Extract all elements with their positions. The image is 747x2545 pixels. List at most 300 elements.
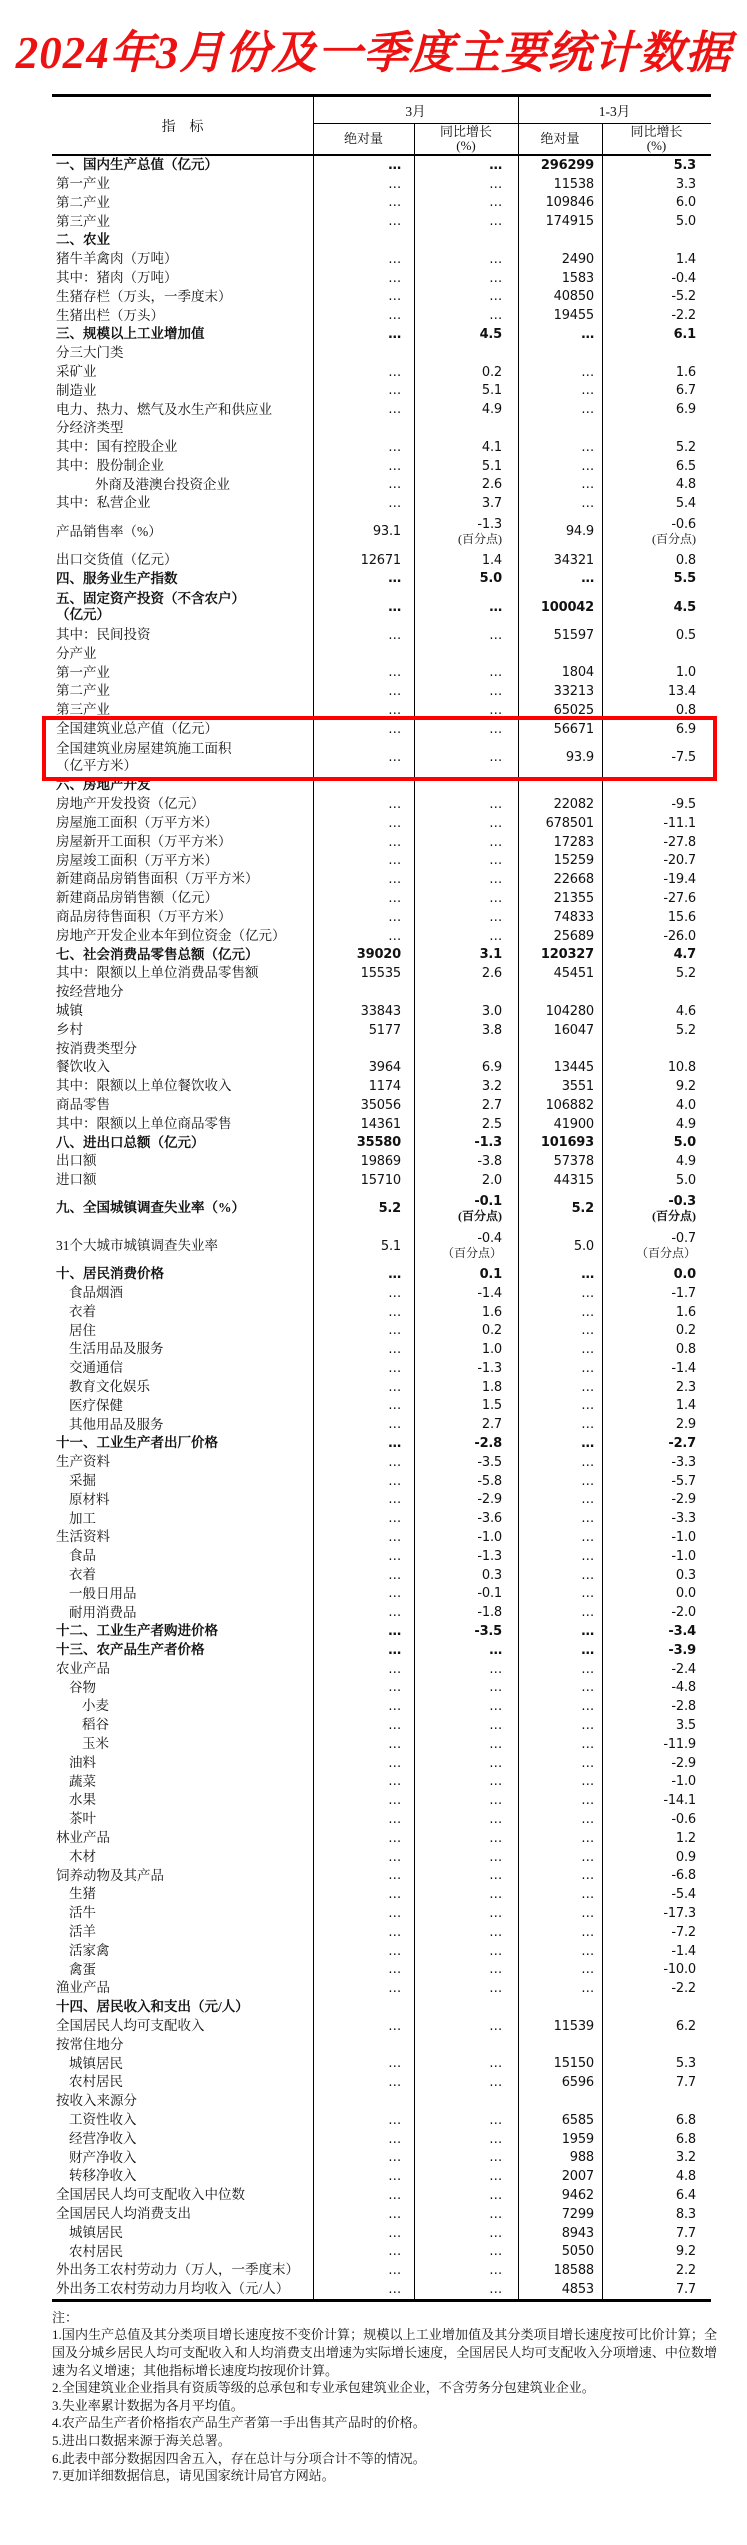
table-row <box>52 1679 711 1698</box>
row-label: 电力、热力、燃气及水生产和供应业 <box>56 401 272 417</box>
row-label: 城镇居民 <box>69 2055 123 2071</box>
cell-march-absolute: 5.2 <box>378 1201 401 1217</box>
table-row <box>52 1115 711 1134</box>
table-row <box>52 814 711 833</box>
cell-march-absolute: … <box>388 2169 401 2185</box>
cell-q1-absolute: 1583 <box>561 270 594 286</box>
cell-q1-yoy: -17.3 <box>663 1906 696 1921</box>
cell-march-absolute: … <box>388 1492 401 1508</box>
cell-march-yoy: … <box>489 195 502 211</box>
row-label: 禽蛋 <box>69 1961 96 1977</box>
table-row <box>52 1547 711 1566</box>
cell-q1-absolute: … <box>581 1360 594 1376</box>
cell-march-absolute: … <box>388 1342 401 1358</box>
cell-march-absolute: … <box>388 439 401 455</box>
cell-march-absolute <box>313 2092 414 2111</box>
row-label: 九、全国城镇调查失业率（%） <box>56 1200 245 1216</box>
cell-march-absolute <box>313 344 414 363</box>
row-label: 林业产品 <box>56 1830 110 1846</box>
cell-march-yoy: … <box>489 2075 502 2091</box>
cell-q1-yoy: 1.4 <box>675 1398 696 1414</box>
row-label: 商品零售 <box>56 1096 110 1112</box>
page-title: 2024年3月份及一季度主要统计数据 <box>15 28 732 78</box>
row-label: 水果 <box>69 1792 96 1808</box>
percentage-point-note: (百分点) <box>458 531 502 546</box>
cell-q1-absolute: … <box>581 1774 594 1790</box>
cell-march-absolute: … <box>388 1586 401 1602</box>
cell-q1-yoy: -1.0 <box>671 1548 696 1564</box>
cell-march-absolute: … <box>388 1755 401 1771</box>
cell-q1-yoy: -26.0 <box>663 928 696 944</box>
cell-march-absolute: … <box>388 176 401 192</box>
cell-q1-absolute: 74833 <box>553 909 594 925</box>
cell-march-yoy: 5.1 <box>481 383 502 399</box>
cell-q1-absolute <box>518 344 602 363</box>
cell-q1-yoy: 6.8 <box>675 2131 696 2147</box>
cell-march-yoy: … <box>489 796 502 812</box>
cell-q1-absolute: 1804 <box>561 665 594 681</box>
cell-march-yoy: … <box>489 928 502 944</box>
cell-q1-absolute: … <box>581 458 594 474</box>
cell-march-absolute: … <box>388 1924 401 1940</box>
table-row <box>52 1585 711 1604</box>
cell-march-absolute: … <box>388 157 401 173</box>
cell-march-absolute: … <box>388 2225 401 2241</box>
cell-march-yoy: … <box>489 2150 502 2166</box>
cell-march-yoy: … <box>489 1981 502 1997</box>
cell-march-yoy: 1.0 <box>481 1342 502 1358</box>
cell-q1-absolute: 109846 <box>545 195 594 211</box>
cell-march-yoy: 3.2 <box>481 1078 502 1094</box>
row-label: 七、社会消费品零售总额（亿元） <box>56 946 259 962</box>
cell-march-absolute: … <box>388 1473 401 1489</box>
cell-q1-yoy: -3.4 <box>668 1624 696 1640</box>
cell-q1-absolute: 6596 <box>561 2075 594 2091</box>
table-row <box>52 645 711 664</box>
row-label: 食品烟酒 <box>69 1284 123 1300</box>
cell-march-absolute: … <box>388 2056 401 2072</box>
row-label: 全国居民人均可支配收入 <box>56 2018 205 2034</box>
table-row <box>52 1039 711 1058</box>
table-row <box>52 1979 711 1998</box>
table-row <box>52 870 711 889</box>
cell-march-absolute: … <box>388 703 401 718</box>
row-label: 稻谷 <box>82 1717 109 1733</box>
cell-q1-absolute: … <box>581 439 594 455</box>
row-label: 茶叶 <box>69 1811 96 1827</box>
cell-march-absolute: … <box>388 1454 401 1470</box>
cell-march-yoy: … <box>489 815 502 831</box>
cell-q1-absolute: … <box>581 1567 594 1583</box>
cell-q1-yoy: 3.3 <box>675 176 696 192</box>
table-row <box>52 908 711 927</box>
cell-q1-absolute: … <box>581 1473 594 1489</box>
table-row <box>52 494 711 513</box>
cell-march-yoy: … <box>489 251 502 267</box>
cell-march-absolute: … <box>388 834 401 850</box>
cell-march-absolute: … <box>388 1661 401 1677</box>
table-row <box>52 2242 711 2261</box>
cell-march-absolute: … <box>388 627 401 643</box>
cell-march-yoy: 2.7 <box>481 1097 502 1113</box>
cell-march-absolute: … <box>388 1304 401 1320</box>
cell-march-yoy: … <box>489 2225 502 2241</box>
cell-q1-yoy: 5.2 <box>675 1022 696 1038</box>
cell-march-absolute: … <box>388 928 401 944</box>
row-label: 按经营地分 <box>56 984 124 1000</box>
cell-q1-yoy: 4.6 <box>675 1003 696 1019</box>
cell-q1-yoy: 0.0 <box>675 1586 696 1602</box>
cell-q1-absolute: 4853 <box>561 2281 594 2297</box>
row-label: 十四、居民收入和支出（元/人） <box>56 1999 249 2015</box>
cell-march-absolute: … <box>388 1360 401 1376</box>
cell-q1-absolute: … <box>581 1511 594 1527</box>
cell-q1-absolute: 41900 <box>553 1116 594 1132</box>
cell-march-absolute: … <box>388 1436 401 1452</box>
cell-q1-yoy: -5.2 <box>671 289 696 305</box>
header-q1-group: 1-3月 <box>598 104 631 119</box>
table-row <box>52 2111 711 2130</box>
cell-q1-absolute: 8943 <box>561 2225 594 2241</box>
cell-q1-yoy: -10.0 <box>663 1962 696 1978</box>
cell-q1-absolute: … <box>581 364 594 380</box>
cell-march-yoy: -3.8 <box>477 1154 502 1170</box>
cell-march-yoy <box>414 983 518 1002</box>
cell-march-absolute: 19869 <box>360 1154 401 1170</box>
yoy-label: 同比增长 <box>630 124 683 139</box>
cell-march-yoy: 2.5 <box>481 1116 502 1132</box>
footnotes <box>52 2309 717 2485</box>
cell-march-yoy: … <box>489 627 502 643</box>
cell-q1-absolute: … <box>581 1492 594 1508</box>
cell-march-yoy: … <box>489 1962 502 1978</box>
cell-march-absolute: 5177 <box>368 1022 401 1038</box>
cell-q1-yoy: -14.1 <box>663 1793 696 1809</box>
footnote: 1.国内生产总值及其分类项目增长速度按不变价计算；规模以上工业增加值及其分类项目增长速度按可比价计算；全国及分城乡居民人均可支配收入和人均消费支出增速为实际增长速度，全国居民人均可支配收入分项增速、中位数增速为名义增速；其他指标增长速度均按现价计算。 <box>52 2327 717 2378</box>
table-row <box>52 1566 711 1585</box>
table-row <box>52 1697 711 1716</box>
percentage-point-note: (百分点) <box>458 1208 502 1223</box>
table-row <box>52 1773 711 1792</box>
row-label: 制造业 <box>56 382 97 398</box>
cell-q1-absolute: … <box>581 327 594 343</box>
cell-q1-absolute: … <box>581 571 594 587</box>
table-row <box>52 833 711 852</box>
table-row <box>52 1660 711 1679</box>
cell-q1-absolute: 120327 <box>540 947 594 963</box>
table-row <box>52 2036 711 2055</box>
cell-q1-yoy: 7.7 <box>675 2281 696 2297</box>
cell-march-absolute: … <box>388 1680 401 1696</box>
cell-q1-yoy: 4.7 <box>673 947 696 963</box>
cell-q1-absolute: … <box>581 1887 594 1903</box>
table-row <box>52 739 711 777</box>
cell-q1-yoy: 6.1 <box>673 327 696 343</box>
cell-q1-absolute: 34321 <box>553 552 594 568</box>
row-label: 生活用品及服务 <box>69 1341 164 1357</box>
row-label: 乡村 <box>56 1021 83 1037</box>
cell-march-absolute: … <box>388 214 401 230</box>
cell-march-yoy: 3.8 <box>481 1022 502 1038</box>
cell-q1-yoy: 2.3 <box>675 1379 696 1395</box>
cell-march-yoy <box>414 776 518 795</box>
cell-march-absolute: … <box>388 308 401 324</box>
row-label: 十一、工业生产者出厂价格 <box>56 1435 218 1451</box>
row-label: 其中：猪肉（万吨） <box>56 269 178 285</box>
table-row <box>52 1397 711 1416</box>
cell-march-yoy: … <box>489 1755 502 1771</box>
row-label: 其中：国有控股企业 <box>56 439 178 455</box>
footnote: 6.此表中部分数据因四舍五入，存在总计与分项合计不等的情况。 <box>52 2450 426 2466</box>
table-row <box>52 325 711 344</box>
cell-q1-yoy: 2.9 <box>675 1417 696 1433</box>
cell-march-yoy: 4.1 <box>481 439 502 455</box>
row-label: 其中：民间投资 <box>56 627 151 643</box>
cell-q1-yoy: 4.5 <box>673 599 696 615</box>
row-label: 油料 <box>69 1754 96 1770</box>
cell-q1-absolute: 174915 <box>545 214 594 230</box>
row-label: 渔业产品 <box>56 1980 110 1996</box>
row-label: 一般日用品 <box>69 1585 137 1601</box>
cell-march-absolute <box>313 983 414 1002</box>
cell-march-absolute: … <box>388 2281 401 2297</box>
row-label: 饲养动物及其产品 <box>56 1867 164 1883</box>
cell-march-yoy: -2.9 <box>477 1492 502 1508</box>
table-row <box>52 1641 711 1660</box>
cell-q1-yoy: -2.7 <box>668 1436 696 1452</box>
cell-q1-yoy: 3.2 <box>675 2150 696 2166</box>
row-label: 衣着 <box>69 1566 96 1582</box>
cell-q1-yoy: 5.0 <box>673 1135 696 1151</box>
table-row <box>52 269 711 288</box>
table-row <box>52 1415 711 1434</box>
table-row <box>52 570 711 589</box>
cell-march-absolute: … <box>388 2244 401 2260</box>
row-label: 蔬菜 <box>69 1773 96 1789</box>
table-row <box>52 2054 711 2073</box>
cell-q1-absolute: … <box>581 1436 594 1452</box>
row-label: 全国建筑业房屋建筑施工面积 （亿平方米） <box>56 741 232 773</box>
row-label: 全国居民人均消费支出 <box>56 2206 191 2221</box>
row-label: 城镇居民 <box>69 2224 123 2240</box>
row-label: 生产资料 <box>56 1454 110 1470</box>
cell-q1-absolute: 1959 <box>561 2131 594 2147</box>
cell-march-absolute: … <box>388 1812 401 1828</box>
row-label: 玉米 <box>82 1736 109 1752</box>
table-row <box>52 1133 711 1152</box>
cell-q1-yoy: -5.7 <box>671 1473 696 1489</box>
absolute-label: 绝对量 <box>343 131 383 146</box>
cell-q1-yoy: -5.4 <box>671 1887 696 1903</box>
table-row <box>52 1227 711 1265</box>
cell-q1-absolute: … <box>581 1548 594 1564</box>
cell-march-yoy: … <box>489 2206 502 2222</box>
table-row <box>52 457 711 476</box>
cell-march-yoy <box>414 231 518 250</box>
cell-q1-absolute: … <box>581 477 594 493</box>
cell-q1-absolute: … <box>581 1830 594 1846</box>
row-label: 经营净收入 <box>69 2130 137 2146</box>
row-label: 全国居民人均可支配收入中位数 <box>56 2187 245 2203</box>
cell-q1-yoy <box>602 231 711 250</box>
row-label: 财产净收入 <box>69 2149 137 2165</box>
cell-q1-yoy: -2.4 <box>671 1661 696 1677</box>
table-row <box>52 1961 711 1980</box>
cell-q1-yoy <box>602 344 711 363</box>
row-label: 出口额 <box>56 1153 97 1169</box>
table-row <box>52 1491 711 1510</box>
table-row <box>52 2148 711 2167</box>
cell-march-yoy: -1.4 <box>477 1285 502 1301</box>
cell-q1-yoy: -1.7 <box>671 1285 696 1301</box>
cell-march-yoy: 3.1 <box>479 947 502 963</box>
row-label: 教育文化娱乐 <box>69 1378 150 1394</box>
cell-march-yoy: … <box>489 599 502 615</box>
cell-q1-absolute: 22668 <box>553 872 594 888</box>
cell-q1-yoy: 9.2 <box>675 1078 696 1094</box>
cell-q1-absolute: … <box>581 1454 594 1470</box>
cell-q1-absolute: 18588 <box>553 2263 594 2279</box>
cell-q1-absolute: 15259 <box>553 853 594 869</box>
cell-march-absolute: … <box>388 665 401 681</box>
row-label: 六、房地产开发 <box>56 777 151 793</box>
row-label: 原材料 <box>69 1491 110 1507</box>
table-row <box>52 889 711 908</box>
cell-q1-yoy: 1.6 <box>675 364 696 380</box>
cell-q1-yoy: -9.5 <box>671 796 696 812</box>
row-label: 生猪出栏（万头） <box>56 307 164 323</box>
cell-q1-yoy: -1.0 <box>671 1530 696 1546</box>
table-row <box>52 945 711 964</box>
cell-march-yoy: … <box>489 2131 502 2147</box>
cell-q1-absolute: … <box>581 1924 594 1940</box>
cell-q1-absolute: 15150 <box>553 2056 594 2072</box>
cell-march-absolute: … <box>388 1530 401 1546</box>
cell-q1-yoy <box>602 776 711 795</box>
cell-q1-absolute: 45451 <box>553 966 594 982</box>
row-label: 四、服务业生产指数 <box>56 570 178 586</box>
cell-march-yoy: … <box>489 1680 502 1696</box>
table-row <box>52 983 711 1002</box>
cell-march-yoy: … <box>489 665 502 681</box>
table-row <box>52 1716 711 1735</box>
cell-q1-yoy: -0.6 <box>671 1812 696 1828</box>
row-label: 加工 <box>69 1510 96 1526</box>
cell-march-yoy: … <box>489 721 502 737</box>
cell-q1-yoy: 6.7 <box>675 383 696 399</box>
table-row <box>52 588 711 626</box>
cell-march-absolute: … <box>388 815 401 831</box>
cell-q1-yoy: -2.9 <box>671 1492 696 1508</box>
table-row <box>52 288 711 307</box>
cell-q1-absolute: … <box>581 1718 594 1734</box>
cell-q1-absolute: 5.2 <box>571 1201 594 1217</box>
row-label: 城镇 <box>56 1003 83 1018</box>
cell-q1-absolute: 2007 <box>561 2169 594 2185</box>
cell-q1-absolute: 56671 <box>553 721 594 737</box>
cell-march-yoy: … <box>489 2263 502 2279</box>
cell-march-yoy: … <box>489 834 502 850</box>
cell-march-yoy: 0.2 <box>481 1323 502 1339</box>
cell-march-yoy: … <box>489 853 502 869</box>
cell-march-yoy: 2.0 <box>481 1172 502 1188</box>
table-row <box>52 1848 711 1867</box>
row-label: 全国建筑业总产值（亿元） <box>56 721 218 737</box>
row-label: 木材 <box>69 1848 96 1864</box>
table-row <box>52 1340 711 1359</box>
table-row <box>52 1359 711 1378</box>
table-row <box>52 1603 711 1622</box>
table-row <box>52 626 711 645</box>
row-label: 三、规模以上工业增加值 <box>56 326 205 342</box>
cell-q1-yoy: 9.2 <box>675 2244 696 2260</box>
row-label: 房地产开发企业本年到位资金（亿元） <box>56 927 286 943</box>
cell-march-yoy: 4.5 <box>479 327 502 343</box>
cell-march-absolute: … <box>388 909 401 925</box>
table-row <box>52 306 711 325</box>
cell-q1-yoy: -0.4 <box>671 270 696 286</box>
cell-q1-absolute: 51597 <box>553 627 594 643</box>
cell-q1-yoy <box>602 2092 711 2111</box>
statistics-table <box>52 94 711 2302</box>
header-march-yoy <box>414 124 518 154</box>
percentage-point-note: （百分点） <box>635 1246 696 1261</box>
cell-march-yoy: … <box>489 1793 502 1809</box>
cell-march-yoy: 0.1 <box>479 1266 502 1282</box>
row-label: 房屋施工面积（万平方米） <box>56 815 218 831</box>
absolute-label: 绝对量 <box>540 131 580 146</box>
cell-march-yoy: … <box>489 270 502 286</box>
row-label: 五、固定资产投资（不含农户） （亿元） <box>56 590 245 623</box>
cell-q1-absolute: 25689 <box>553 928 594 944</box>
row-label: 医疗保健 <box>69 1397 123 1413</box>
table-row <box>52 2224 711 2243</box>
table-row <box>52 1810 711 1829</box>
row-label: 第二产业 <box>56 683 110 699</box>
cell-q1-absolute: 3551 <box>561 1078 594 1094</box>
cell-q1-absolute: 7299 <box>561 2206 594 2222</box>
cell-march-absolute: … <box>388 402 401 418</box>
row-label: 其中：私营企业 <box>56 495 151 511</box>
cell-q1-yoy: 5.2 <box>675 966 696 982</box>
cell-march-yoy: -3.6 <box>477 1511 502 1527</box>
row-label: 交通通信 <box>69 1360 123 1376</box>
cell-q1-absolute: 6585 <box>561 2112 594 2128</box>
row-label: 小麦 <box>82 1698 109 1714</box>
cell-q1-absolute: 21355 <box>553 890 594 906</box>
cell-march-yoy: 2.6 <box>481 966 502 982</box>
row-label: 房屋新开工面积（万平方米） <box>56 833 232 849</box>
table-row <box>52 513 711 551</box>
table-row <box>52 250 711 269</box>
cell-march-yoy: … <box>489 1868 502 1884</box>
header-march-absolute <box>313 124 414 154</box>
table-row <box>52 964 711 983</box>
cell-march-absolute: 5.1 <box>380 1238 401 1254</box>
table-row <box>52 2130 711 2149</box>
cell-q1-yoy: 5.0 <box>675 214 696 230</box>
cell-march-yoy: 5.1 <box>481 458 502 474</box>
cell-q1-yoy: 5.0 <box>675 1172 696 1188</box>
cell-q1-yoy <box>602 1998 711 2017</box>
footnote: 2.全国建筑业企业指具有资质等级的总承包和专业承包建筑业企业，不含劳务分包建筑业企业。 <box>52 2380 595 2396</box>
cell-q1-yoy: 7.7 <box>675 2225 696 2241</box>
cell-q1-yoy: 0.5 <box>675 627 696 643</box>
row-label: 生猪 <box>69 1886 96 1902</box>
row-label: 耐用消费品 <box>69 1604 137 1620</box>
table-row <box>52 382 711 401</box>
cell-march-absolute: … <box>388 289 401 305</box>
